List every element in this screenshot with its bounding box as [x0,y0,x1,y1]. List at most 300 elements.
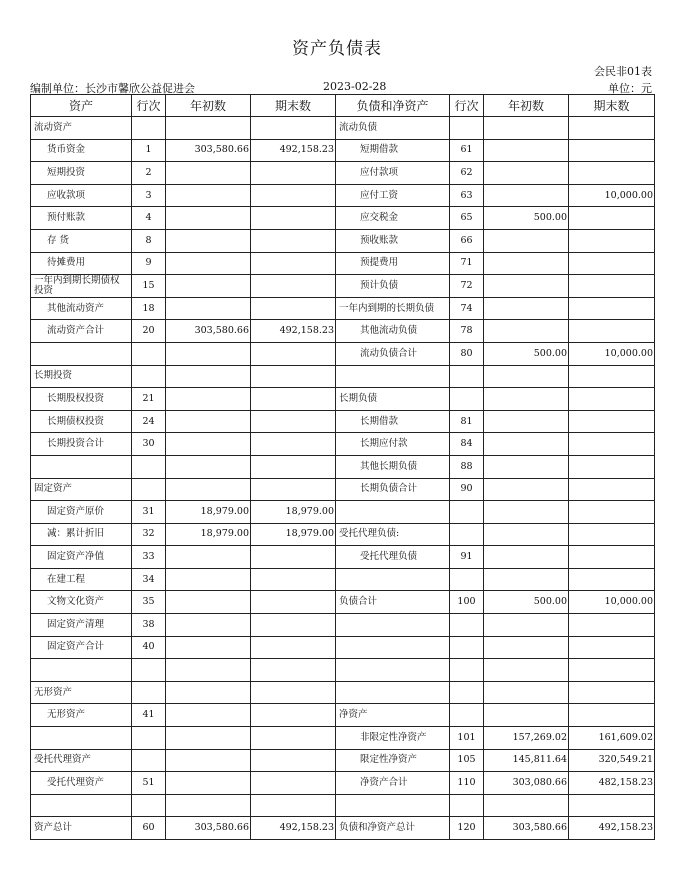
closing-amount [569,410,655,433]
line-number: 18 [132,297,166,320]
closing-amount: 18,979.00 [251,523,336,546]
table-row [31,388,655,411]
asset-label: 无形资产 [31,704,132,727]
liability-label: 其他长期负债 [336,455,450,478]
closing-amount [251,388,336,411]
closing-amount: 18,979.00 [251,501,336,524]
closing-amount [569,523,655,546]
closing-amount [569,388,655,411]
liability-label: 长期应付款 [336,433,450,456]
table-row [31,207,655,230]
opening-amount: 500.00 [484,342,569,365]
line-number: 31 [132,501,166,524]
closing-amount [569,229,655,252]
table-row [31,614,655,637]
closing-amount [251,546,336,569]
closing-amount [569,546,655,569]
opening-amount: 303,080.66 [484,772,569,795]
line-number [450,365,484,388]
table-row [31,523,655,546]
asset-label: 减：累计折旧 [31,523,132,546]
header-cell: 资产 [31,95,132,117]
opening-amount [484,568,569,591]
asset-label: 长期债权投资 [31,410,132,433]
line-number: 35 [132,591,166,614]
table-row [31,636,655,659]
line-number [132,659,166,682]
asset-label: 固定资产 [31,478,132,501]
line-number: 32 [132,523,166,546]
liability-label: 非限定性净资产 [336,727,450,750]
closing-amount: 161,609.02 [569,727,655,750]
unit-label: 单位：元 [608,82,652,95]
closing-amount [569,636,655,659]
table-row [31,546,655,569]
line-number [450,523,484,546]
liability-label: 预提费用 [336,252,450,275]
line-number: 8 [132,229,166,252]
opening-amount: 500.00 [484,207,569,230]
closing-amount [569,501,655,524]
closing-amount [569,568,655,591]
liability-label: 净资产 [336,704,450,727]
asset-label: 无形资产 [31,681,132,704]
table-row [31,749,655,772]
opening-amount [166,342,251,365]
liability-label [336,365,450,388]
opening-amount [166,433,251,456]
opening-amount [166,568,251,591]
line-number: 20 [132,320,166,343]
opening-amount [484,162,569,185]
line-number [450,636,484,659]
closing-amount [251,433,336,456]
opening-amount [484,704,569,727]
line-number [132,455,166,478]
table-row [31,659,655,682]
asset-label: 固定资产净值 [31,546,132,569]
line-number: 91 [450,546,484,569]
liability-label: 负债和净资产总计 [336,817,450,840]
liability-label: 应交税金 [336,207,450,230]
closing-amount [569,117,655,140]
liability-label [336,568,450,591]
opening-amount [166,727,251,750]
liability-label: 长期负债合计 [336,478,450,501]
table-row [31,139,655,162]
line-number: 4 [132,207,166,230]
org-label: 编制单位：长沙市馨欣公益促进会 [30,82,195,95]
asset-label [31,794,132,817]
closing-amount [251,794,336,817]
liability-label: 短期借款 [336,139,450,162]
table-row [31,365,655,388]
opening-amount: 145,811.64 [484,749,569,772]
liability-label: 长期借款 [336,410,450,433]
opening-amount [166,681,251,704]
opening-amount [166,162,251,185]
liability-label: 其他流动负债 [336,320,450,343]
liability-label: 受托代理负债: [336,523,450,546]
asset-label: 资产总计 [31,817,132,840]
table-row [31,297,655,320]
line-number: 1 [132,139,166,162]
table-row [31,794,655,817]
opening-amount [484,275,569,298]
table-row [31,478,655,501]
line-number: 3 [132,184,166,207]
asset-label: 长期股权投资 [31,388,132,411]
line-number: 15 [132,275,166,298]
opening-amount [166,455,251,478]
opening-amount [484,433,569,456]
opening-amount: 303,580.66 [484,817,569,840]
asset-label [31,342,132,365]
table-row [31,704,655,727]
closing-amount [251,297,336,320]
opening-amount [484,320,569,343]
closing-amount [251,568,336,591]
closing-amount [251,275,336,298]
header-cell: 年初数 [166,95,251,117]
opening-amount [166,591,251,614]
asset-label: 文物文化资产 [31,591,132,614]
closing-amount [569,681,655,704]
line-number [132,749,166,772]
opening-amount [166,184,251,207]
line-number: 66 [450,229,484,252]
opening-amount [484,681,569,704]
opening-amount [166,749,251,772]
opening-amount: 303,580.66 [166,139,251,162]
closing-amount: 492,158.23 [251,320,336,343]
line-number: 74 [450,297,484,320]
header-cell: 行次 [132,95,166,117]
closing-amount: 10,000.00 [569,184,655,207]
opening-amount [484,229,569,252]
line-number [450,388,484,411]
asset-label: 固定资产原价 [31,501,132,524]
line-number: 40 [132,636,166,659]
line-number: 65 [450,207,484,230]
table-row [31,501,655,524]
opening-amount: 303,580.66 [166,320,251,343]
opening-amount [484,365,569,388]
closing-amount [569,320,655,343]
liability-label: 预收账款 [336,229,450,252]
report-title: 资产负债表 [292,39,382,59]
asset-label: 预付账款 [31,207,132,230]
asset-label [31,455,132,478]
opening-amount [166,117,251,140]
header-cell: 期末数 [569,95,655,117]
line-number [132,681,166,704]
table-row [31,252,655,275]
line-number [132,342,166,365]
table-row [31,591,655,614]
closing-amount [251,704,336,727]
opening-amount [166,659,251,682]
line-number: 38 [132,614,166,637]
opening-amount [166,478,251,501]
asset-label: 短期投资 [31,162,132,185]
asset-label [31,727,132,750]
closing-amount: 10,000.00 [569,591,655,614]
table-row [31,117,655,140]
line-number: 30 [132,433,166,456]
table-row [31,727,655,750]
liability-label [336,501,450,524]
closing-amount [569,455,655,478]
opening-amount [484,455,569,478]
opening-amount [484,659,569,682]
closing-amount: 492,158.23 [251,817,336,840]
closing-amount [569,659,655,682]
opening-amount [166,297,251,320]
closing-amount [569,704,655,727]
closing-amount: 320,549.21 [569,749,655,772]
closing-amount [569,794,655,817]
line-number [132,727,166,750]
line-number: 71 [450,252,484,275]
line-number: 78 [450,320,484,343]
opening-amount [166,252,251,275]
line-number: 9 [132,252,166,275]
closing-amount [569,207,655,230]
header-cell: 负债和净资产 [336,95,450,117]
closing-amount: 10,000.00 [569,342,655,365]
line-number: 101 [450,727,484,750]
form-code: 会民非01表 [594,65,652,78]
table-row [31,184,655,207]
asset-label: 应收款项 [31,184,132,207]
closing-amount: 482,158.23 [569,772,655,795]
line-number [132,478,166,501]
asset-label [31,659,132,682]
liability-label: 负债合计 [336,591,450,614]
table-body [31,117,655,840]
closing-amount [251,365,336,388]
asset-label: 流动资产 [31,117,132,140]
opening-amount [166,636,251,659]
closing-amount [251,681,336,704]
closing-amount [251,659,336,682]
line-number [132,794,166,817]
closing-amount [251,410,336,433]
line-number: 80 [450,342,484,365]
opening-amount [166,410,251,433]
line-number: 2 [132,162,166,185]
line-number: 61 [450,139,484,162]
closing-amount [569,139,655,162]
opening-amount [166,388,251,411]
closing-amount: 492,158.23 [569,817,655,840]
liability-label [336,636,450,659]
line-number: 24 [132,410,166,433]
opening-amount: 303,580.66 [166,817,251,840]
line-number [450,794,484,817]
liability-label: 一年内到期的长期负债 [336,297,450,320]
closing-amount [251,162,336,185]
table-row [31,275,655,298]
table-row [31,162,655,185]
opening-amount [484,794,569,817]
header-cell: 行次 [450,95,484,117]
asset-label: 流动资产合计 [31,320,132,343]
line-number [450,614,484,637]
line-number [450,117,484,140]
opening-amount [484,478,569,501]
line-number: 60 [132,817,166,840]
opening-amount [484,297,569,320]
line-number [450,501,484,524]
closing-amount [251,229,336,252]
line-number: 105 [450,749,484,772]
liability-label: 预计负债 [336,275,450,298]
opening-amount: 500.00 [484,591,569,614]
line-number [450,568,484,591]
closing-amount [569,365,655,388]
line-number: 63 [450,184,484,207]
closing-amount [251,342,336,365]
asset-label: 受托代理资产 [31,772,132,795]
opening-amount [484,184,569,207]
asset-label: 长期投资 [31,365,132,388]
line-number: 51 [132,772,166,795]
line-number: 81 [450,410,484,433]
asset-label: 一年内到期长期债权投资 [31,275,132,298]
line-number: 62 [450,162,484,185]
closing-amount [251,591,336,614]
line-number [132,117,166,140]
line-number: 21 [132,388,166,411]
line-number [450,704,484,727]
line-number: 90 [450,478,484,501]
closing-amount [569,275,655,298]
opening-amount [484,252,569,275]
opening-amount [484,410,569,433]
closing-amount [251,749,336,772]
asset-label: 待摊费用 [31,252,132,275]
line-number: 100 [450,591,484,614]
opening-amount [166,275,251,298]
opening-amount [166,772,251,795]
asset-label: 长期投资合计 [31,433,132,456]
opening-amount [484,139,569,162]
header-row [31,95,655,117]
closing-amount [251,117,336,140]
report-date: 2023-02-28 [323,80,387,93]
line-number: 110 [450,772,484,795]
opening-amount [166,229,251,252]
closing-amount [251,455,336,478]
closing-amount [569,252,655,275]
header-cell: 期末数 [251,95,336,117]
liability-label: 净资产合计 [336,772,450,795]
balance-sheet-table [30,94,655,840]
closing-amount [251,478,336,501]
liability-label [336,659,450,682]
line-number: 41 [132,704,166,727]
opening-amount: 18,979.00 [166,523,251,546]
line-number: 120 [450,817,484,840]
closing-amount [569,162,655,185]
liability-label: 限定性净资产 [336,749,450,772]
liability-label: 应付款项 [336,162,450,185]
table-row [31,229,655,252]
asset-label: 受托代理资产 [31,749,132,772]
opening-amount [484,501,569,524]
opening-amount [166,207,251,230]
opening-amount [166,365,251,388]
closing-amount [251,252,336,275]
closing-amount [251,207,336,230]
liability-label: 长期负债 [336,388,450,411]
closing-amount [569,433,655,456]
closing-amount [569,478,655,501]
closing-amount [251,614,336,637]
table-row [31,455,655,478]
table-row [31,320,655,343]
opening-amount [484,614,569,637]
asset-label: 固定资产清理 [31,614,132,637]
liability-label [336,614,450,637]
table-row [31,568,655,591]
asset-label: 存 货 [31,229,132,252]
opening-amount [166,614,251,637]
line-number [132,365,166,388]
closing-amount [251,636,336,659]
line-number: 88 [450,455,484,478]
opening-amount: 157,269.02 [484,727,569,750]
opening-amount [484,388,569,411]
opening-amount [166,704,251,727]
line-number: 34 [132,568,166,591]
line-number [450,659,484,682]
opening-amount [166,794,251,817]
opening-amount [484,546,569,569]
asset-label: 固定资产合计 [31,636,132,659]
opening-amount [484,523,569,546]
opening-amount: 18,979.00 [166,501,251,524]
table-row [31,342,655,365]
closing-amount [251,727,336,750]
table-row [31,772,655,795]
header-cell: 年初数 [484,95,569,117]
closing-amount [251,772,336,795]
liability-label [336,794,450,817]
liability-label: 应付工资 [336,184,450,207]
liability-label: 流动负债合计 [336,342,450,365]
opening-amount [484,117,569,140]
asset-label: 在建工程 [31,568,132,591]
table-row [31,433,655,456]
closing-amount: 492,158.23 [251,139,336,162]
closing-amount [569,297,655,320]
line-number: 33 [132,546,166,569]
liability-label: 流动负债 [336,117,450,140]
asset-label: 货币资金 [31,139,132,162]
liability-label [336,681,450,704]
table-row [31,817,655,840]
liability-label: 受托代理负债 [336,546,450,569]
opening-amount [484,636,569,659]
closing-amount [569,614,655,637]
asset-label: 其他流动资产 [31,297,132,320]
line-number [450,681,484,704]
line-number: 72 [450,275,484,298]
opening-amount [166,546,251,569]
